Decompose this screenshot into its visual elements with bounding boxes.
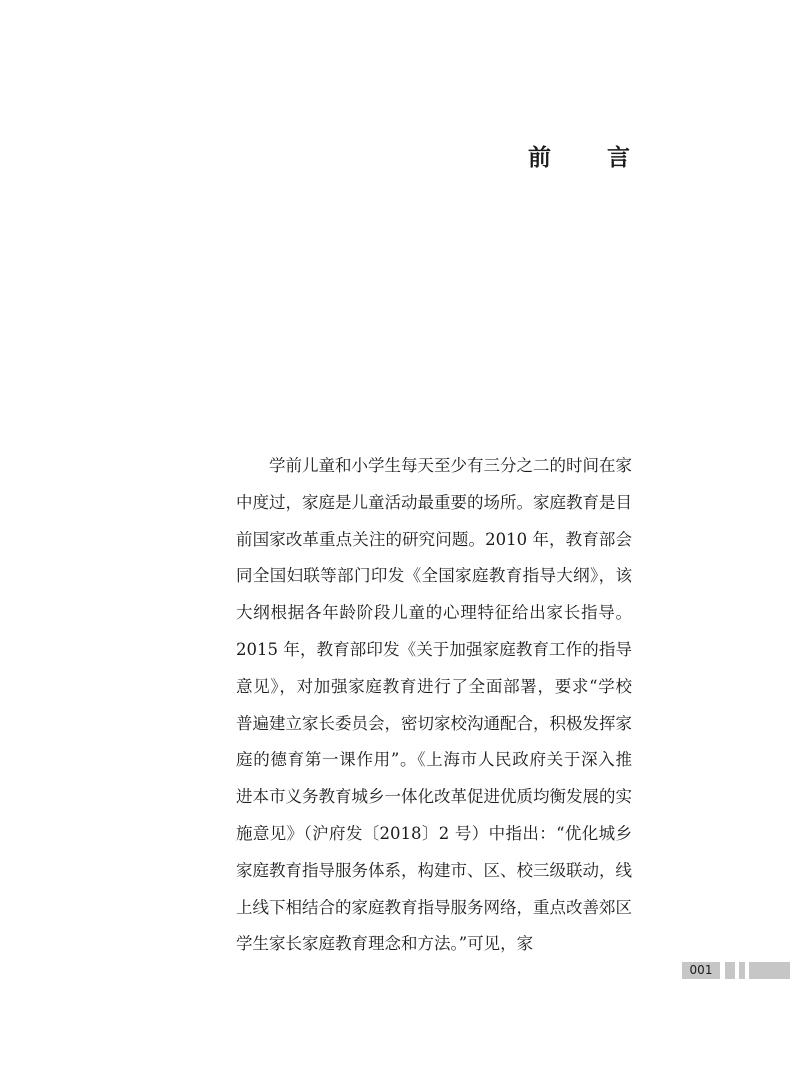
footer-decor-bar	[725, 962, 735, 979]
page-title: 前 言	[527, 144, 654, 171]
body-paragraph: 学前儿童和小学生每天至少有三分之二的时间在家中度过，家庭是儿童活动最重要的场所。家庭教育是目前国家改革重点关注的研究问题。2010 年，教育部会同全国妇联等部门印发《全国家庭教育指导大纲》，该大纲根据各年龄阶段儿童的心理特征给出家长指导。2015 年，教育部印发《关于加强家庭教育工作的指导意见》，对加强家庭教育进行了全面部署，要求“学校普遍建立家长委员会，密切家校沟通配合，积极发挥家庭的德育第一课作用”。《上海市人民政府关于深入推进本市义务教育城乡一体化改革促进优质均衡发展的实施意见》（沪府发〔2018〕2 号）中指出：“优化城乡家庭教育指导服务体系，构建市、区、校三级联动，线上线下相结合的家庭教育指导服务网络，重点改善郊区学生家长家庭教育理念和方法。”可见，家	[236, 456, 632, 954]
footer-decor-bar	[749, 962, 790, 979]
footer-decor-bar	[739, 962, 745, 979]
page-footer	[682, 962, 790, 979]
page-number: 001	[682, 962, 720, 979]
